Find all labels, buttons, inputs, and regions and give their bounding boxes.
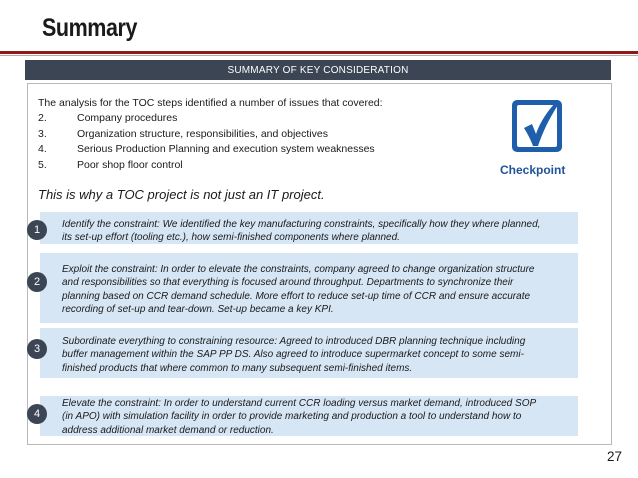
step-box [40, 212, 578, 244]
tagline: This is why a TOC project is not just an IT project. [38, 187, 325, 202]
step-line: its set-up effort (tooling etc.), how semi-finished components where planned. [62, 232, 400, 244]
list-text: Organization structure, responsibilities, and objectives [77, 127, 328, 140]
step-line: Subordinate everything to constraining resource: Agreed to introduced DBR planning technique including [62, 336, 526, 347]
step-line: recording of set-up and tear-down. Set-up became a key KPI. [62, 304, 334, 316]
step-line: finished products that where common to many subsequent semi-finished items. [62, 362, 413, 374]
title-rule-thin [0, 55, 638, 56]
step-line: planning based on CCR demand schedule. More effort to reduce set-up time of CCR and ensure accurate [62, 290, 531, 302]
checkmark-icon [512, 100, 562, 152]
checkmark-glyph [514, 94, 564, 154]
list-number: 2. [38, 112, 47, 124]
intro-text [38, 96, 383, 112]
checkpoint-label: Checkpoint [500, 163, 566, 177]
page-title: Summary [42, 14, 137, 42]
page-number: 27 [607, 449, 623, 464]
list-number: 4. [38, 143, 47, 155]
intro-line: The analysis for the TOC steps identified a number of issues that covered: [38, 97, 383, 109]
step-line: Identify the constraint: We identified the key manufacturing constraints, specifically how they where planned, [62, 219, 541, 230]
list-number: 3. [38, 127, 47, 140]
step-box [40, 328, 578, 378]
step-number-badge: 4 [27, 404, 47, 424]
title-rule [0, 51, 638, 54]
step-box [40, 253, 578, 323]
list-text: Poor shop floor control [77, 158, 183, 171]
step-number-badge: 3 [27, 339, 47, 359]
step-line: Elevate the constraint: In order to understand current CCR loading versus market demand, introduced SOP [62, 398, 537, 409]
step-box [40, 396, 578, 436]
step-number-badge: 1 [27, 220, 47, 240]
list-text: Serious Production Planning and execution system weaknesses [77, 143, 375, 155]
step-line: address additional market demand or reduction. [62, 424, 274, 436]
step-line: (in APO) with simulation facility in order to provide marketing and production a tool to understand how to [62, 411, 522, 423]
step-number-badge: 2 [27, 272, 47, 292]
list-text: Company procedures [77, 112, 178, 124]
section-banner: SUMMARY OF KEY CONSIDERATION [25, 60, 611, 80]
list-number: 5. [38, 158, 47, 171]
step-line: buffer management within the SAP PP DS. Also agreed to introduce supermarket concept to some semi- [62, 349, 524, 361]
step-line: and responsibilities so that everything is focused around throughput. Departments to synchronize their [62, 277, 514, 289]
step-line: Exploit the constraint: In order to elevate the constraints, company agreed to change organization structure [62, 264, 535, 275]
